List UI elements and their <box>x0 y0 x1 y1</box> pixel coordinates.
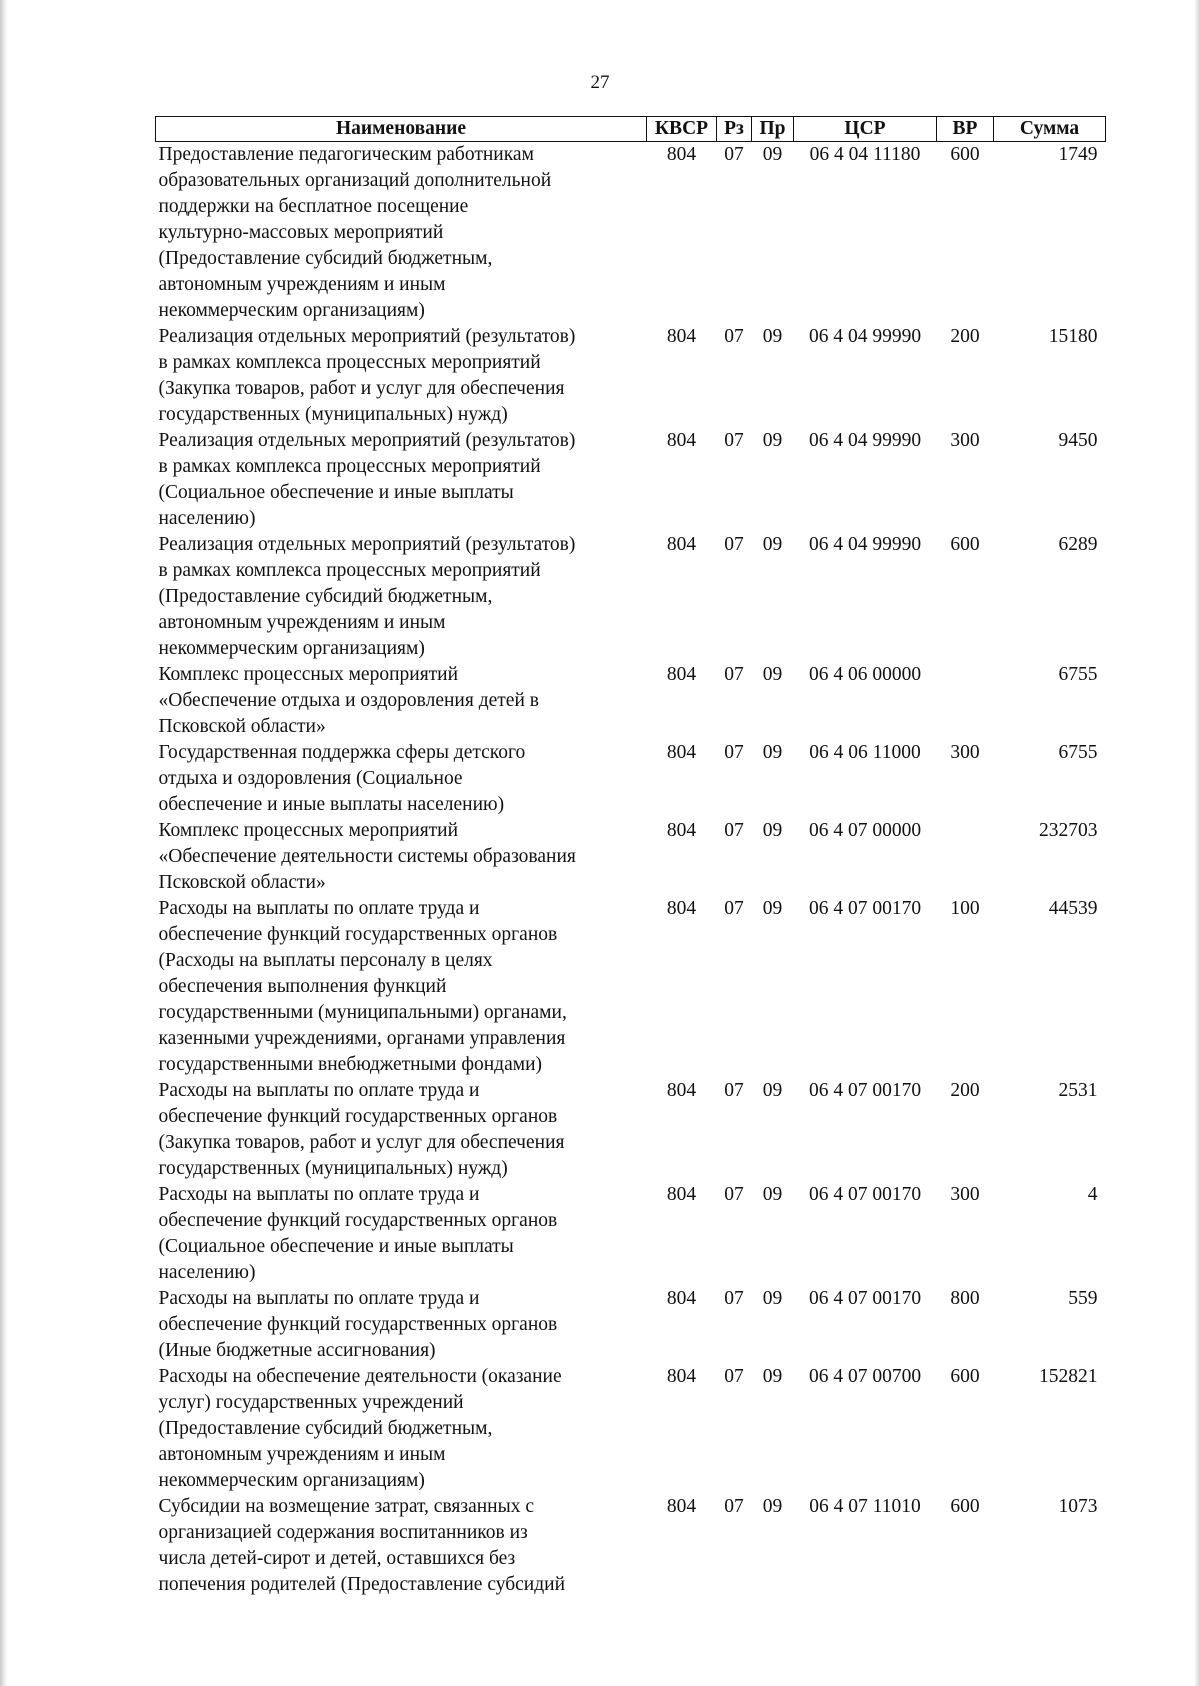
row-name <box>156 662 647 740</box>
row-pr: 09 <box>762 1496 783 1517</box>
row-pr: 09 <box>762 664 783 685</box>
row-rz: 07 <box>724 326 744 347</box>
table-row <box>156 142 1106 325</box>
row-sum: 6289 <box>1058 534 1098 555</box>
row-pr: 09 <box>762 820 783 841</box>
row-name-line: (Предоставление субсидий бюджетным, <box>158 1418 493 1439</box>
row-vr: 200 <box>950 326 980 347</box>
row-name-line: (Предоставление субсидий бюджетным, <box>158 248 493 269</box>
row-name <box>156 1182 647 1286</box>
row-kvsr: 804 <box>666 1366 697 1387</box>
header-csr: ЦСР <box>794 117 937 142</box>
row-sum: 152821 <box>1039 1366 1098 1387</box>
row-name-line: Расходы на выплаты по оплате труда и <box>158 1080 480 1101</box>
row-name <box>156 142 647 325</box>
row-csr: 06 4 04 99990 <box>808 326 922 347</box>
row-name-line: «Обеспечение деятельности системы образования <box>158 846 576 867</box>
row-name-line: государственными (муниципальными) органами, <box>158 1002 567 1023</box>
row-name <box>156 740 647 818</box>
row-kvsr: 804 <box>666 534 697 555</box>
row-kvsr: 804 <box>666 898 697 919</box>
row-pr: 09 <box>762 898 783 919</box>
scan-edge-right <box>1194 0 1200 1686</box>
header-vr: ВР <box>937 117 994 142</box>
row-name <box>156 896 647 1078</box>
row-pr: 09 <box>762 1080 783 1101</box>
row-vr: 300 <box>950 742 980 763</box>
row-vr: 800 <box>950 1288 980 1309</box>
row-csr: 06 4 06 00000 <box>808 664 922 685</box>
row-sum: 15180 <box>1048 326 1098 347</box>
header-sum: Сумма <box>994 117 1106 142</box>
row-name-line: Расходы на выплаты по оплате труда и <box>158 1184 480 1205</box>
row-name <box>156 1078 647 1182</box>
row-vr <box>937 818 994 896</box>
row-vr: 600 <box>950 534 980 555</box>
row-name-line: (Социальное обеспечение и иные выплаты <box>158 1236 514 1257</box>
row-rz: 07 <box>724 820 744 841</box>
row-name-line: некоммерческим организациям) <box>158 638 425 659</box>
row-csr: 06 4 07 00000 <box>808 820 922 841</box>
row-sum: 6755 <box>1058 664 1098 685</box>
row-csr: 06 4 04 11180 <box>809 144 921 165</box>
row-name-line: государственными внебюджетными фондами) <box>158 1054 543 1075</box>
row-vr: 600 <box>950 1496 980 1517</box>
row-name-line: отдыха и оздоровления (Социальное <box>158 768 463 789</box>
row-rz: 07 <box>724 898 744 919</box>
row-pr: 09 <box>762 1184 783 1205</box>
row-rz: 07 <box>724 1080 744 1101</box>
row-name-line: автономным учреждениям и иным <box>158 612 446 633</box>
row-sum: 6755 <box>1058 742 1098 763</box>
row-name-line: Субсидии на возмещение затрат, связанных с <box>158 1496 534 1517</box>
table-row <box>156 740 1106 818</box>
header-kvsr: КВСР <box>647 117 717 142</box>
row-rz: 07 <box>724 664 744 685</box>
row-pr: 09 <box>762 144 783 165</box>
row-rz: 07 <box>724 144 744 165</box>
row-rz: 07 <box>724 1184 744 1205</box>
table-row <box>156 662 1106 740</box>
row-pr: 09 <box>762 326 783 347</box>
row-pr: 09 <box>762 742 783 763</box>
row-name <box>156 532 647 662</box>
row-name <box>156 818 647 896</box>
row-kvsr: 804 <box>666 742 697 763</box>
row-sum: 44539 <box>1048 898 1098 919</box>
row-kvsr: 804 <box>666 430 697 451</box>
row-name-line: автономным учреждениям и иным <box>158 274 446 295</box>
row-rz: 07 <box>724 430 744 451</box>
row-name <box>156 428 647 532</box>
row-name-line: Комплекс процессных мероприятий <box>158 820 459 841</box>
row-name-line: Предоставление педагогическим работникам <box>158 144 534 165</box>
row-sum: 559 <box>1068 1288 1098 1309</box>
row-rz: 07 <box>724 1496 744 1517</box>
row-name-line: (Расходы на выплаты персоналу в целях <box>158 950 493 971</box>
row-name-line: Реализация отдельных мероприятий (результатов) <box>158 534 576 555</box>
row-sum: 2531 <box>1058 1080 1098 1101</box>
row-rz: 07 <box>724 1366 744 1387</box>
row-sum: 232703 <box>1039 820 1098 841</box>
row-csr: 06 4 07 00170 <box>808 898 922 919</box>
row-name-line: Расходы на выплаты по оплате труда и <box>158 898 480 919</box>
row-name-line: некоммерческим организациям) <box>158 1470 425 1491</box>
row-vr: 300 <box>950 1184 980 1205</box>
row-sum: 9450 <box>1058 430 1098 451</box>
row-vr: 300 <box>950 430 980 451</box>
row-kvsr: 804 <box>666 820 697 841</box>
row-name-line: «Обеспечение отдыха и оздоровления детей в <box>158 690 539 711</box>
row-name-line: (Закупка товаров, работ и услуг для обеспечения <box>158 378 565 399</box>
row-csr: 06 4 04 99990 <box>808 430 922 451</box>
row-kvsr: 804 <box>666 1184 697 1205</box>
row-name-line: поддержки на бесплатное посещение <box>158 196 469 217</box>
header-rz: Рз <box>717 117 752 142</box>
row-name-line: в рамках комплекса процессных мероприятий <box>158 560 541 581</box>
row-rz: 07 <box>724 534 744 555</box>
table-row <box>156 324 1106 428</box>
header-row <box>156 117 1106 142</box>
header-name: Наименование <box>156 117 647 142</box>
row-name-line: образовательных организаций дополнительной <box>158 170 552 191</box>
row-kvsr: 804 <box>666 144 697 165</box>
row-name-line: населению) <box>158 508 256 529</box>
row-name <box>156 1286 647 1364</box>
row-name-line: в рамках комплекса процессных мероприятий <box>158 456 541 477</box>
row-name-line: автономным учреждениям и иным <box>158 1444 446 1465</box>
table-row <box>156 1364 1106 1494</box>
row-kvsr: 804 <box>666 1288 697 1309</box>
row-vr: 600 <box>950 144 980 165</box>
row-kvsr: 804 <box>666 664 697 685</box>
row-csr: 06 4 04 99990 <box>808 534 922 555</box>
row-name-line: Расходы на обеспечение деятельности (оказание <box>158 1366 562 1387</box>
row-name <box>156 324 647 428</box>
row-name-line: (Закупка товаров, работ и услуг для обеспечения <box>158 1132 565 1153</box>
header-pr: Пр <box>752 117 794 142</box>
row-name-line: услуг) государственных учреждений <box>158 1392 464 1413</box>
row-name-line: некоммерческим организациям) <box>158 300 425 321</box>
row-name-line: населению) <box>158 1262 256 1283</box>
row-sum: 4 <box>1087 1184 1098 1205</box>
row-name-line: организацией содержания воспитанников из <box>158 1522 528 1543</box>
row-name-line: обеспечение функций государственных органов <box>158 1210 558 1231</box>
row-name-line: обеспечение и иные выплаты населению) <box>158 794 505 815</box>
row-kvsr: 804 <box>666 326 697 347</box>
table-row <box>156 1494 1106 1598</box>
table-row <box>156 428 1106 532</box>
row-name <box>156 1364 647 1494</box>
row-name-line: государственных (муниципальных) нужд) <box>158 1158 508 1179</box>
row-name-line: в рамках комплекса процессных мероприятий <box>158 352 541 373</box>
row-name-line: казенными учреждениями, органами управления <box>158 1028 566 1049</box>
row-csr: 06 4 06 11000 <box>809 742 921 763</box>
row-name-line: Реализация отдельных мероприятий (результатов) <box>158 326 576 347</box>
page-number: 27 <box>590 72 610 93</box>
row-rz: 07 <box>724 1288 744 1309</box>
row-csr: 06 4 07 00170 <box>808 1184 922 1205</box>
row-csr: 06 4 07 11010 <box>809 1496 921 1517</box>
row-name <box>156 1494 647 1598</box>
row-pr: 09 <box>762 534 783 555</box>
row-sum: 1073 <box>1058 1496 1098 1517</box>
row-kvsr: 804 <box>666 1080 697 1101</box>
row-name-line: числа детей-сирот и детей, оставшихся без <box>158 1548 516 1569</box>
row-vr: 600 <box>950 1366 980 1387</box>
row-vr: 200 <box>950 1080 980 1101</box>
row-csr: 06 4 07 00170 <box>808 1288 922 1309</box>
table-row <box>156 896 1106 1078</box>
row-name-line: Псковской области» <box>158 716 326 737</box>
row-name-line: (Иные бюджетные ассигнования) <box>158 1340 436 1361</box>
row-name-line: попечения родителей (Предоставление субсидий <box>158 1574 566 1595</box>
table-row <box>156 1078 1106 1182</box>
row-name-line: Государственная поддержка сферы детского <box>158 742 526 763</box>
row-name-line: (Предоставление субсидий бюджетным, <box>158 586 493 607</box>
row-name-line: обеспечение функций государственных органов <box>158 924 558 945</box>
table-row <box>156 1286 1106 1364</box>
budget-table <box>155 116 1106 1598</box>
row-name-line: (Социальное обеспечение и иные выплаты <box>158 482 514 503</box>
table-row <box>156 1182 1106 1286</box>
row-pr: 09 <box>762 1288 783 1309</box>
table-row <box>156 818 1106 896</box>
table-body <box>156 142 1106 1599</box>
row-rz: 07 <box>724 742 744 763</box>
row-name-line: Псковской области» <box>158 872 326 893</box>
scan-edge-left <box>0 0 8 1686</box>
table-header <box>156 117 1106 142</box>
row-name-line: Расходы на выплаты по оплате труда и <box>158 1288 480 1309</box>
row-name-line: культурно-массовых мероприятий <box>158 222 444 243</box>
row-name-line: обеспечение функций государственных органов <box>158 1106 558 1127</box>
table-row <box>156 532 1106 662</box>
row-pr: 09 <box>762 1366 783 1387</box>
row-pr: 09 <box>762 430 783 451</box>
row-vr: 100 <box>950 898 980 919</box>
row-csr: 06 4 07 00700 <box>808 1366 922 1387</box>
row-name-line: Комплекс процессных мероприятий <box>158 664 459 685</box>
row-name-line: Реализация отдельных мероприятий (результатов) <box>158 430 576 451</box>
row-name-line: обеспечения выполнения функций <box>158 976 447 997</box>
row-csr: 06 4 07 00170 <box>808 1080 922 1101</box>
row-name-line: обеспечение функций государственных органов <box>158 1314 558 1335</box>
row-vr <box>937 662 994 740</box>
row-sum: 1749 <box>1058 144 1098 165</box>
row-kvsr: 804 <box>666 1496 697 1517</box>
row-name-line: государственных (муниципальных) нужд) <box>158 404 508 425</box>
